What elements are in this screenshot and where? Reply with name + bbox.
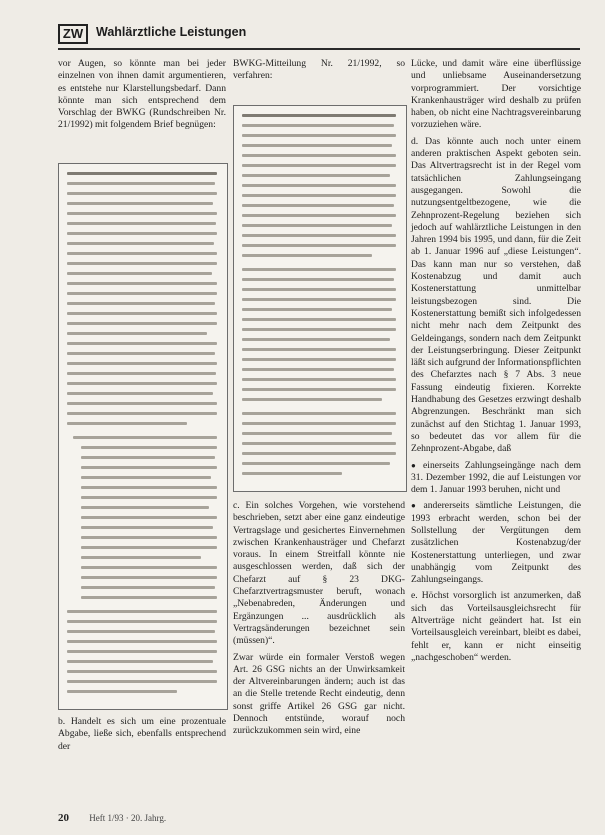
- col1-paragraph: vor Augen, so könnte man bei jeder einzelnen von ihnen damit argumentieren, es entstehe nur Klarstellungsbedarf. Dann könnte man sich entsprechend dem Vorschlag der BWKG (Rundschreiben Nr. 21/1992) mit folgendem Brief begnügen:: [58, 58, 226, 131]
- col2-paragraph-c2: Zwar würde ein formaler Verstoß wegen Art. 26 GSG nichts an der Unwirksamkeit der Altvereinbarungen ändern; auch ist das an die Stelle tretende Recht eindeutig, denn sonst griffe Artikel 26 GSG gar nicht. Dennoch entstünde, worauf noch zurückzukommen sein wird, eine: [233, 651, 405, 737]
- journal-issue: Heft 1/93 · 20. Jahrg.: [89, 813, 167, 823]
- col3-paragraph-top: Lücke, und damit wäre eine überflüssige und unliebsame Auseinandersetzung vorprogrammiert. Der vorsichtige Krankenhausträger wird deshalb zu prüfen haben, ob nicht eine Nachtragsvereinbarung vorzuziehen wäre.: [411, 58, 581, 131]
- letter-template-box-1: [58, 163, 228, 710]
- col1-paragraph-b: b. Handelt es sich um eine prozentuale Abgabe, ließe sich, ebenfalls entsprechend der: [58, 716, 226, 752]
- page-header: [58, 22, 580, 50]
- col3-bullet-2: ● andererseits sämtliche Leistungen, die 1993 erbracht werden, schon bei der Sollstellung der Vergütungen dem zusätzlichen Kostenabzug/der Kostenerstattung unterliegen, und zwar unabhängig vom Zeitpunkt des Zahlungseingangs.: [411, 500, 581, 586]
- col3-paragraph-d: d. Das könnte auch noch unter einem anderen praktischen Aspekt geboten sein. Das Altvertragsrecht ist in der Regel vom tatsächlichen Zahlungseingang ausgegangen. Sowohl die nutzungsentgeltbezogene, wie die Zehnprozent-Regelung beziehen sich jedoch auf wahlärztliche Leistungen in den Jahren 1994 bis 1995, und dann, für die Zeit ab 1. Januar 1996 auf „diese Leistungen“. Das kann man nur so verstehen, daß Kostenabzug und damit auch Kostenerstattung unmittelbar leistungsbezogen sind. Die Kostenerstattung bemißt sich infolgedessen nicht mehr nach dem Zeitpunkt des Geldeingangs, sondern nach dem Zeitpunkt der Leistungserbringung. Dieser Zeitpunkt läßt sich aufgrund der Informationspflichten des Chefarztes nach § 7 Abs. 3 neue Fassung eindeutig fixieren. Korrekte Handhabung des Gesetzes erzwingt deshalb Abgrenzungen. Beschränkt man sich zunächst auf den Stichtag 1. Januar 1993, so bedeutet das vor allem für die Zehnprozent-Abgabe, daß: [411, 135, 581, 455]
- col3-bullet-1: ● einerseits Zahlungseingänge nach dem 31. Dezember 1992, die auf Leistungen vor dem 1. Januar 1993 beruhen, nicht und: [411, 460, 581, 497]
- column-2-intro: [233, 58, 405, 87]
- col3-paragraph-e: e. Höchst vorsorglich ist anzumerken, daß sich das Vorteilsausgleichsrecht für Altverträge nicht geändert hat. Ist ein Vorteilsausgleich vereinbart, bleibt es dabei, fehlt er, kann er nicht einseitig „nachgeschoben“ werden.: [411, 590, 581, 663]
- letter-template-box-2: [233, 105, 407, 492]
- page-footer: [58, 812, 166, 824]
- column-1-bottom: [58, 716, 226, 757]
- col2-paragraph: BWKG-Mitteilung Nr. 21/1992, so verfahren:: [233, 58, 405, 82]
- journal-logo: ZW: [58, 24, 88, 44]
- page-number: 20: [58, 812, 69, 824]
- col2-paragraph-c1: c. Ein solches Vorgehen, wie vorstehend beschrieben, setzt aber eine ganz eindeutige Vertragslage und gesichertes Einvernehmen zwischen Krankenhausträger und Chefarzt voraus. In einem Streitfall könnte nie ausgeschlossen werden, daß sich der Chefarzt auf § 23 DKG-Chefarztvertragsmuster beruft, wonach „Nebenabreden, Änderungen und Ergänzungen ... ausdrücklich als Vertragsänderungen bezeichnet sein (müssen)“.: [233, 500, 405, 647]
- column-3: [411, 58, 581, 668]
- column-1-intro: [58, 58, 226, 136]
- column-2-body: [233, 500, 405, 742]
- section-title: Wahlärztliche Leistungen: [96, 25, 247, 39]
